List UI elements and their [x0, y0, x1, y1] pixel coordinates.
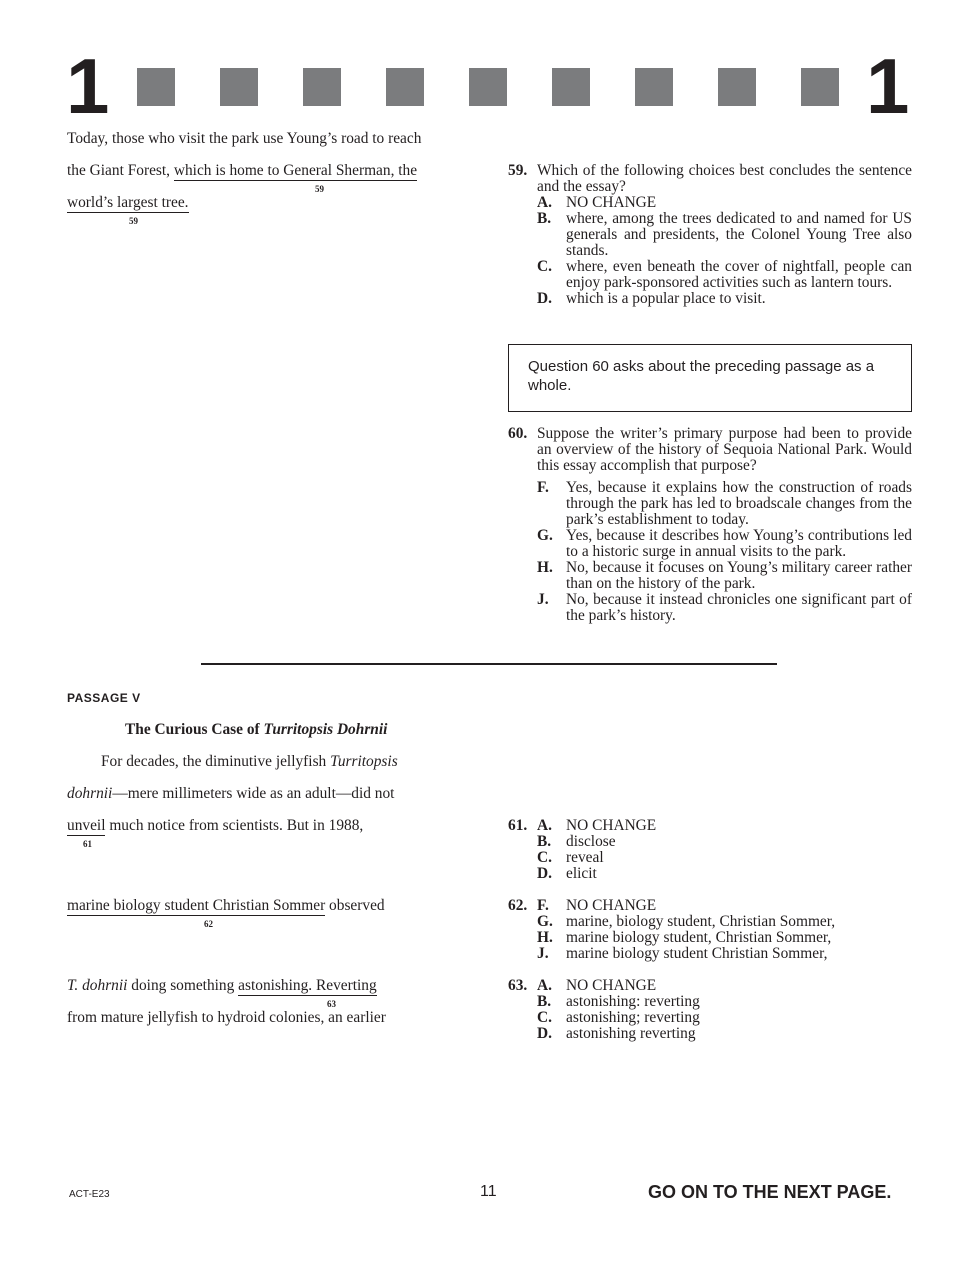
- option-text: Yes, because it describes how Young’s contributions led to a historic surge in annual visits to the park.: [566, 527, 912, 560]
- passage-italic: T. dohrnii: [67, 977, 128, 994]
- option-text: Yes, because it explains how the construction of roads through the park has led to broadscale changes from the park’s establishment to today.: [566, 479, 912, 528]
- answer-option-b[interactable]: [508, 994, 700, 1010]
- passage-text: —mere millimeters wide as an adult—did not: [112, 785, 395, 802]
- answer-option-f[interactable]: [508, 480, 912, 528]
- option-text: NO CHANGE: [566, 817, 657, 834]
- option-letter: B.: [537, 993, 552, 1010]
- option-text: where, even beneath the cover of nightfall, people can enjoy park-sponsored activities such as lantern tours.: [566, 258, 912, 291]
- option-text: disclose: [566, 833, 616, 850]
- header-square: [801, 68, 839, 106]
- question-number: 61.: [508, 817, 528, 834]
- passage-text: doing something: [127, 977, 239, 994]
- option-text: No, because it focuses on Young’s military career rather than on the history of the park.: [566, 559, 912, 592]
- option-letter: B.: [537, 210, 552, 227]
- option-text: marine biology student Christian Sommer,: [566, 945, 828, 962]
- answer-option-a[interactable]: [508, 195, 912, 211]
- title-species: Turritopsis Dohrnii: [263, 721, 388, 738]
- underlined-portion-59[interactable]: world’s largest tree.: [67, 194, 189, 211]
- answer-option-d[interactable]: [508, 866, 597, 882]
- answer-option-b[interactable]: [508, 834, 616, 850]
- question-ref-61: 61: [83, 839, 92, 849]
- question-number: 59.: [508, 162, 528, 179]
- header-square: [386, 68, 424, 106]
- answer-option-g[interactable]: [508, 914, 835, 930]
- question-stem: Which of the following choices best concludes the sentence and the essay?: [537, 162, 912, 195]
- passage-divider: [201, 663, 777, 665]
- header-square: [469, 68, 507, 106]
- header-square: [718, 68, 756, 106]
- answer-option-f[interactable]: [508, 898, 656, 914]
- question-60-note-box: [508, 344, 912, 412]
- header-square: [552, 68, 590, 106]
- option-letter: C.: [537, 1009, 552, 1026]
- option-letter: G.: [537, 527, 553, 544]
- passage-text: For decades, the diminutive jellyfish: [101, 753, 331, 770]
- option-letter: A.: [537, 817, 552, 834]
- passage-label: PASSAGE V: [67, 691, 141, 705]
- question-number: 62.: [508, 897, 528, 914]
- question-stem: Suppose the writer’s primary purpose had been to provide an overview of the history of Sequoia National Park. Would this essay accomplish that purpose?: [537, 425, 912, 474]
- option-letter: J.: [537, 945, 549, 962]
- option-text: marine, biology student, Christian Sommer,: [566, 913, 836, 930]
- option-letter: G.: [537, 913, 553, 930]
- answer-option-j[interactable]: [508, 946, 827, 962]
- underlined-portion-59[interactable]: which is home to General Sherman, the: [173, 162, 418, 179]
- option-letter: B.: [537, 833, 552, 850]
- answer-option-j[interactable]: [508, 592, 912, 624]
- header-square: [635, 68, 673, 106]
- option-text: astonishing: reverting: [566, 993, 700, 1010]
- section-number-right: 1: [866, 42, 910, 130]
- passage-line: [67, 977, 377, 995]
- option-letter: C.: [537, 849, 552, 866]
- option-text: which is a popular place to visit.: [566, 290, 766, 307]
- option-letter: J.: [537, 591, 549, 608]
- option-text: reveal: [566, 849, 604, 866]
- header-square: [220, 68, 258, 106]
- option-letter: A.: [537, 977, 552, 994]
- option-text: No, because it instead chronicles one significant part of the park’s history.: [566, 591, 912, 624]
- option-letter: D.: [537, 290, 552, 307]
- question-59: [508, 163, 912, 307]
- passage-line: [67, 194, 189, 212]
- answer-option-a[interactable]: [508, 978, 656, 994]
- question-ref-62: 62: [204, 919, 213, 929]
- answer-option-d[interactable]: [508, 291, 912, 307]
- answer-option-a[interactable]: [508, 818, 656, 834]
- passage-text: much notice from scientists. But in 1988,: [105, 817, 364, 834]
- page-number: 11: [480, 1183, 497, 1200]
- note-text: Question 60 asks about the preceding passage as a whole.: [528, 358, 875, 394]
- question-number: 60.: [508, 425, 528, 442]
- passage-title: [125, 721, 387, 739]
- passage-text: observed: [325, 897, 385, 914]
- passage-line: [67, 817, 363, 835]
- answer-option-c[interactable]: [508, 259, 912, 291]
- option-letter: D.: [537, 1025, 552, 1042]
- passage-line: [67, 785, 394, 803]
- passage-italic: Turritopsis: [330, 753, 398, 770]
- passage-line: [67, 897, 385, 915]
- question-60: [508, 426, 912, 624]
- answer-option-h[interactable]: [508, 560, 912, 592]
- answer-option-d[interactable]: [508, 1026, 696, 1042]
- section-number-left: 1: [66, 42, 110, 130]
- next-page-notice: GO ON TO THE NEXT PAGE.: [648, 1182, 892, 1202]
- option-letter: A.: [537, 194, 552, 211]
- passage-line: from mature jellyfish to hydroid colonies, an earlier: [67, 1009, 386, 1026]
- header-square: [137, 68, 175, 106]
- passage-line: Today, those who visit the park use Young’s road to reach: [67, 130, 422, 147]
- option-letter: F.: [537, 479, 549, 496]
- passage-line: [67, 162, 417, 180]
- underlined-portion-63[interactable]: astonishing. Reverting: [238, 977, 377, 994]
- option-letter: C.: [537, 258, 552, 275]
- option-text: astonishing reverting: [566, 1025, 696, 1042]
- answer-option-c[interactable]: [508, 1010, 700, 1026]
- underlined-portion-61[interactable]: unveil: [67, 817, 106, 834]
- option-text: NO CHANGE: [566, 897, 657, 914]
- underlined-portion-62[interactable]: marine biology student Christian Sommer: [67, 897, 326, 914]
- option-text: marine biology student, Christian Sommer,: [566, 929, 832, 946]
- option-text: NO CHANGE: [566, 977, 657, 994]
- answer-option-b[interactable]: [508, 211, 912, 259]
- header-square: [303, 68, 341, 106]
- option-text: NO CHANGE: [566, 194, 657, 211]
- option-letter: D.: [537, 865, 552, 882]
- question-ref-59: 59: [315, 184, 324, 194]
- answer-option-c[interactable]: [508, 850, 604, 866]
- answer-option-g[interactable]: [508, 528, 912, 560]
- title-text: The Curious Case of: [125, 721, 264, 738]
- question-ref-59: 59: [129, 216, 138, 226]
- question-number: 63.: [508, 977, 528, 994]
- option-text: astonishing; reverting: [566, 1009, 700, 1026]
- option-letter: F.: [537, 897, 549, 914]
- form-code: ACT-E23: [69, 1189, 110, 1200]
- option-text: elicit: [566, 865, 597, 882]
- passage-line: [101, 753, 398, 771]
- option-letter: H.: [537, 559, 553, 576]
- passage-text: the Giant Forest,: [67, 162, 174, 179]
- passage-italic: dohrnii: [67, 785, 113, 802]
- option-letter: H.: [537, 929, 553, 946]
- answer-option-h[interactable]: [508, 930, 831, 946]
- question-ref-63: 63: [327, 999, 336, 1009]
- option-text: where, among the trees dedicated to and named for US generals and presidents, the Colonel Young Tree also stands.: [566, 210, 912, 259]
